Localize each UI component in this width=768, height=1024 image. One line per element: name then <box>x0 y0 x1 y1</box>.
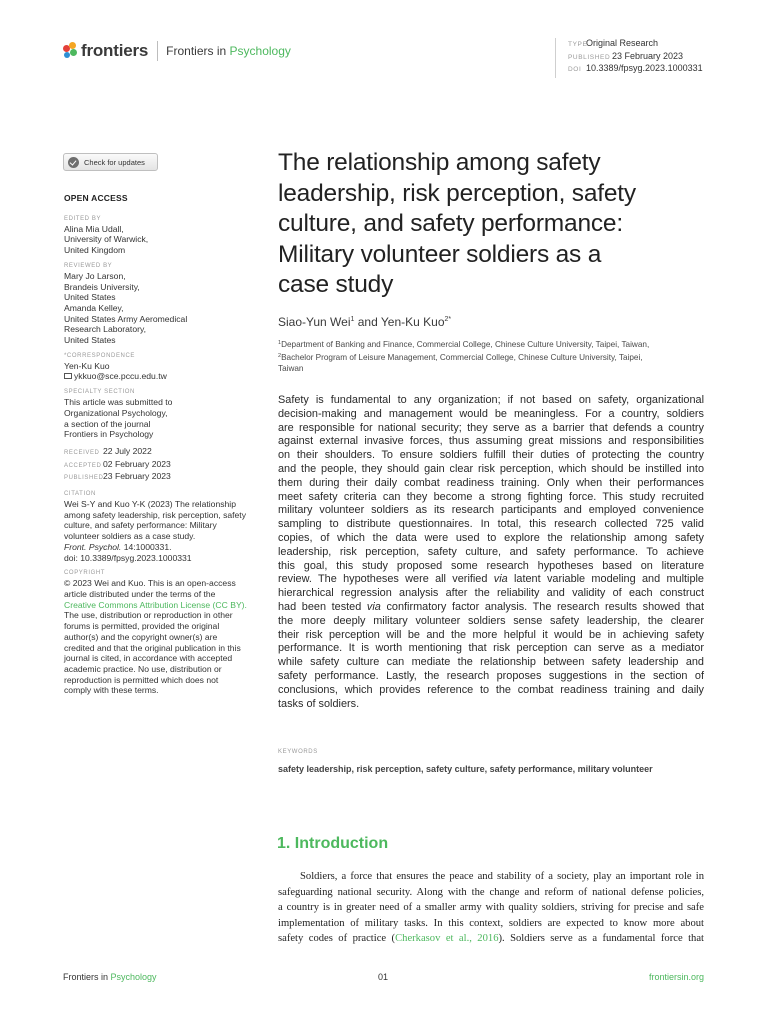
edited-by-section: EDITED BY Alina Mia Udall, University of Warwick, United Kingdom <box>64 215 149 256</box>
citation-link[interactable]: Cherkasov et al., 2016 <box>395 933 499 944</box>
divider <box>157 41 158 61</box>
affiliations: $^1$Department of Banking and Finance, Commercial College, Chinese Culture University, Taipei, Taiwan, $^2$Bachelor Program of Leisure Management, Commercial College, Chinese Culture University, Taipei, Taiwan <box>278 340 650 373</box>
frontiers-logo-icon <box>63 42 78 60</box>
author-link[interactable]: Siao-Yun Wei <box>278 315 351 329</box>
brand-name: frontiers <box>81 41 149 60</box>
cc-license-link[interactable]: Creative Commons Attribution License (CC BY). <box>64 599 247 610</box>
published-date: 23 February 2023 <box>612 50 684 61</box>
reviewed-by-section: REVIEWED BY Mary Jo Larson, Brandeis University, United States Amanda Kelley, United States Army Aeromedical Research Laboratory, United States <box>64 262 188 346</box>
journal-name[interactable]: Frontiers in Psychology <box>166 44 291 58</box>
dates-section: RECEIVED 22 July 2022 ACCEPTED 02 February 2023 PUBLISHED23 February 2023 <box>64 445 171 482</box>
checkmark-icon <box>68 157 79 168</box>
article-type: Original Research <box>586 38 659 48</box>
open-access-label: OPEN ACCESS <box>64 193 128 203</box>
correspondence-email[interactable]: ykkuo@sce.pccu.edu.tw <box>74 371 167 382</box>
mail-icon <box>64 373 72 379</box>
citation-section: CITATION Wei S-Y and Kuo Y-K (2023) The relationship among safety leadership, risk perception, safety culture, and safety performance: Military volunteer soldiers as a case study. Front. Psychol. 14:1000331. doi: 10.3389/fpsyg.2023.1000331 <box>64 491 246 563</box>
introduction-text: Soldiers, a force that ensures the peace and stability of a society, play an important role in safeguarding national security. Along with the change and reform of national defense policies, a country is in greater need of a smaller army with quality soldiers, striving for precise and safe implementation of military tasks. In this context, soldiers are expected to know more about safety codes of practice (Cherkasov et al., 2016). Soldiers serve as a fundamental force that <box>278 871 704 944</box>
section-heading-introduction: 1. Introduction <box>277 835 389 852</box>
specialty-section: SPECIALTY SECTION This article was submitted to Organizational Psychology, a section of the journal Frontiers in Psychology <box>64 389 173 440</box>
sidebar-info <box>64 193 264 702</box>
footer-journal: Frontiers in Psychology <box>63 972 157 982</box>
abstract: Safety is fundamental to any organization; if not based on safety, organizational decision-making and management would be meaningless. For a country, soldiers are responsible for national security; they serve as a barrier that defends a country against external invasive forces, thus assuming great missions and responsibilities on their shoulders. To ensure soldiers fulfill their duties of protecting the country and the people, they should gain clear risk perception, which should be instilled into them during their daily combat readiness training. Only when their performances meet safety criteria can they become a strong fighting force. This study recruited military volunteer soldiers as its research participants and employed convenience sampling to distribute questionnaires. In total, this research collected 725 valid copies, of which the data were used to explore the relationship among safety leadership, risk perception, safety culture, and safety performance. To achieve this goal, this study proposed some research hypotheses based on literature review. The hypotheses were all verified via latent variable modeling and multiple hierarchical regression analysis after the reliability and validity of each construct had been tested via confirmatory factor analysis. The research results showed that the more deeply military volunteer soldiers sense safety leadership, the clearer their risk perception will be and the more helpful it would be in achieving safety performance. It is worth mentioning that risk perception can serve as a mediator while safety culture can mediate the relationship between safety leadership and safety performance. Lastly, the research proposes suggestions in the section of conclusions, which provides reference to the combat readiness training and daily tasks of soldiers. <box>278 394 704 710</box>
frontiers-logo[interactable] <box>63 41 291 61</box>
page-number: 01 <box>378 972 389 982</box>
author-link[interactable]: Yen-Ku Kuo <box>380 315 445 329</box>
authors: Siao-Yun Wei$^1$ and Yen-Ku Kuo$^{2*}$ <box>278 315 452 329</box>
article-title: The relationship among safety leadership, risk perception, safety culture, and safety performance: Military volunteer soldiers as a case study <box>278 149 636 298</box>
footer-site-link[interactable]: frontiersin.org <box>648 972 704 982</box>
doi: 10.3389/fpsyg.2023.1000331 <box>586 63 703 73</box>
check-for-updates-button[interactable]: Check for updates <box>63 153 158 171</box>
correspondence-section: *CORRESPONDENCE Yen-Ku Kuo ykkuo@sce.pccu.edu.tw <box>64 352 167 382</box>
keywords-label: KEYWORDS <box>278 749 318 755</box>
keywords: safety leadership, risk perception, safety culture, safety performance, military volunteer <box>278 764 653 774</box>
article-meta: TYPEOriginal Research PUBLISHED 23 February 2023 DOI 10.3389/fpsyg.2023.1000331 <box>555 38 703 78</box>
copyright-section: COPYRIGHT © 2023 Wei and Kuo. This is an open-access article distributed under the terms of the Creative Commons Attribution License (CC BY). The use, distribution or reproduction in other forums is permitted, provided the original author(s) and the copyright owner(s) are credited and that the original publication in this journal is cited, in accordance with accepted academic practice. No use, distribution or reproduction is permitted which does not comply with these terms. <box>64 569 264 696</box>
